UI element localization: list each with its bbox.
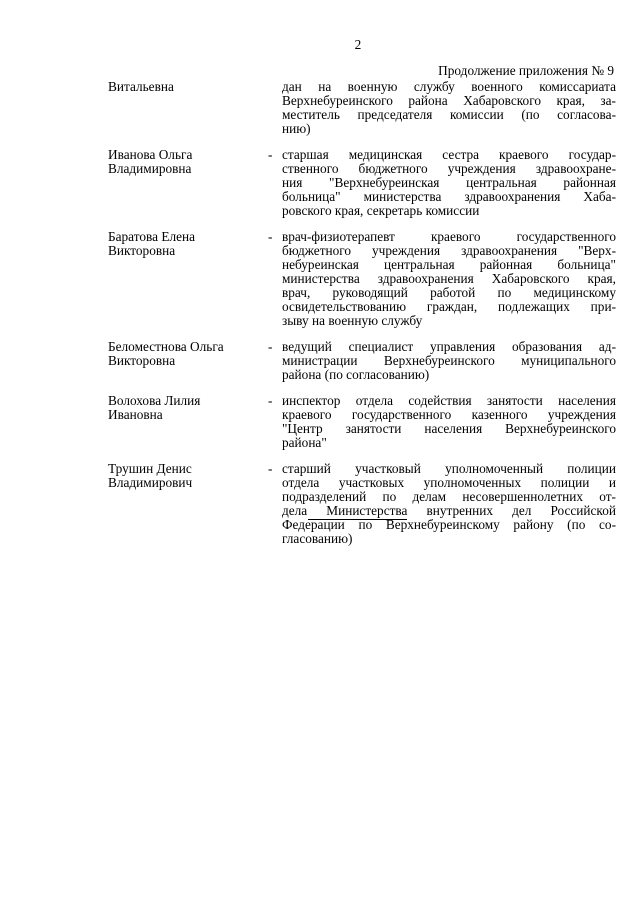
member-role (282, 148, 616, 218)
member-name (108, 394, 268, 450)
entry-dash: - (268, 461, 273, 476)
member-name-line: Викторовна (108, 243, 176, 258)
member-role-line: врач-физиотерапевт краевого государственного (282, 229, 616, 244)
member-name-line: Ивановна (108, 407, 163, 422)
member-role-line: нию) (282, 121, 311, 136)
member-entry (108, 148, 616, 218)
closing-divider-line (308, 519, 407, 520)
member-role-line: ния "Верхнебуреинская центральная районная (282, 175, 616, 190)
member-role-line: освидетельствованию граждан, подлежащих при- (282, 299, 616, 314)
member-role-line: района" (282, 435, 327, 450)
member-role-line: краевого государственного казенного учреждения (282, 407, 616, 422)
member-role-line: инспектор отдела содействия занятости населения (282, 393, 616, 408)
appendix-continuation-label: Продолжение приложения № 9 (438, 63, 614, 78)
member-role-line: министрации Верхнебуреинского муниципального (282, 353, 616, 368)
member-entry (108, 462, 616, 546)
member-role (282, 230, 616, 328)
member-role-line: меститель председателя комиссии (по согласова- (282, 107, 616, 122)
member-name-line: Баратова Елена (108, 229, 196, 244)
member-role-line: больница" министерства здравоохранения Хаба- (282, 189, 616, 204)
member-role-line: бюджетного учреждения здравоохранения "Верх- (282, 243, 616, 258)
member-role-line: зыву на военную службу (282, 313, 423, 328)
member-name-line: Трушин Денис (108, 461, 192, 476)
member-name-line: Беломестнова Ольга (108, 339, 224, 354)
entry-dash: - (268, 339, 273, 354)
member-role-line: дан на военную службу военного комиссариата (282, 79, 616, 94)
entry-dash: - (268, 229, 273, 244)
member-entry (108, 80, 616, 136)
member-role (282, 340, 616, 382)
member-name-line: Волохова Лилия (108, 393, 201, 408)
member-role-line: дела Министерства внутренних дел Российской (282, 503, 616, 518)
member-name (108, 148, 268, 218)
member-role-line: "Центр занятости населения Верхнебуреинского (282, 421, 616, 436)
member-name (108, 80, 268, 136)
entry-dash: - (268, 147, 273, 162)
member-role-line: Верхнебуреинского района Хабаровского края, за- (282, 93, 616, 108)
member-name-line: Иванова Ольга (108, 147, 193, 162)
member-role (282, 462, 616, 546)
member-name-line: Викторовна (108, 353, 176, 368)
member-role-line: врач, руководящий работой по медицинскому (282, 285, 616, 300)
page-number: 2 (354, 37, 362, 52)
member-role-line: Федерации по Верхнебуреинскому району (по со- (282, 517, 616, 532)
member-name-line: Витальевна (108, 79, 174, 94)
member-role-line: отдела участковых уполномоченных полиции и (282, 475, 616, 490)
member-role-line: старший участковый уполномоченный полиции (282, 461, 616, 476)
member-entry (108, 394, 616, 450)
member-role (282, 394, 616, 450)
member-role-line: района (по согласованию) (282, 367, 430, 382)
entry-dash (268, 80, 282, 136)
entry-dash: - (268, 393, 273, 408)
member-entry (108, 340, 616, 382)
member-name (108, 340, 268, 382)
member-role-line: гласованию) (282, 531, 353, 546)
member-entry (108, 230, 616, 328)
member-role-line: ведущий специалист управления образования ад- (282, 339, 616, 354)
member-role-line: небуреинская центральная районная больница" (282, 257, 616, 272)
commission-member-list (108, 80, 616, 558)
member-name-line: Владимирович (108, 475, 193, 490)
member-role-line: подразделений по делам несовершеннолетних от- (282, 489, 616, 504)
member-role-line: министерства здравоохранения Хабаровского края, (282, 271, 616, 286)
member-role-line: старшая медицинская сестра краевого государ- (282, 147, 616, 162)
member-name (108, 462, 268, 546)
member-role-line: ровского края, секретарь комиссии (282, 203, 480, 218)
member-name-line: Владимировна (108, 161, 192, 176)
member-role (282, 80, 616, 136)
member-name (108, 230, 268, 328)
member-role-line: ственного бюджетного учреждения здравоохране- (282, 161, 616, 176)
